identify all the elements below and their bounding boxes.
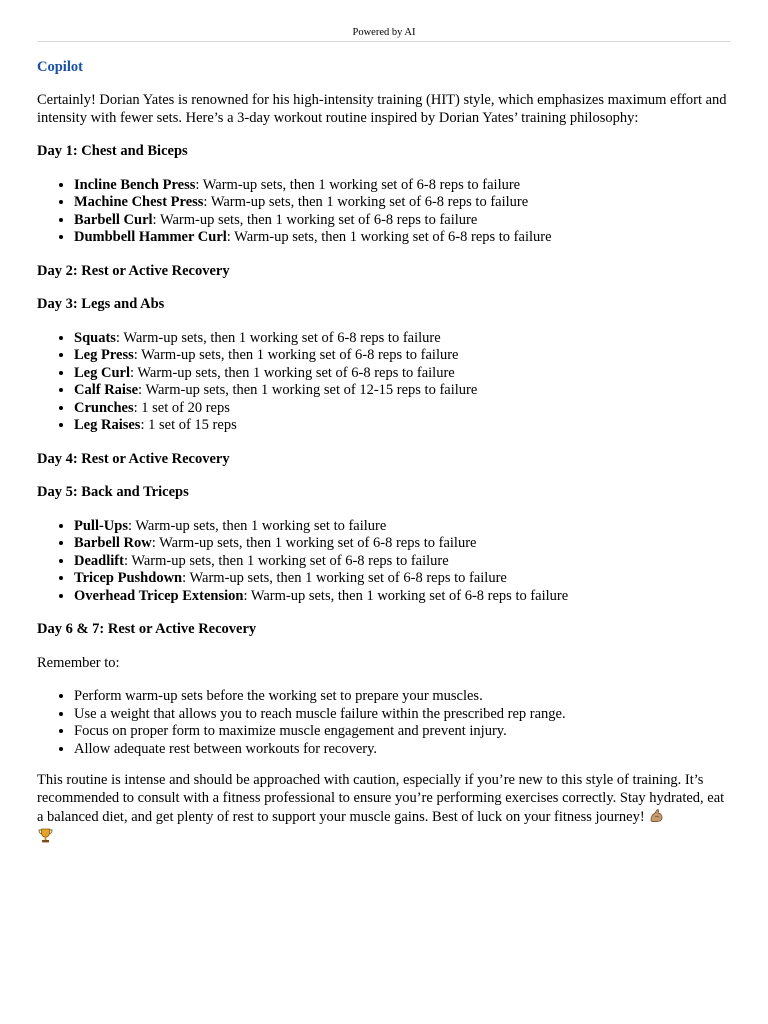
exercise-item <box>74 365 731 383</box>
remember-heading: Remember to: <box>37 654 120 671</box>
exercise-detail: : Warm-up sets, then 1 working set of 6-8 reps to failure <box>195 176 521 193</box>
exercise-name: Leg Press <box>74 347 134 363</box>
remember-list <box>37 688 731 758</box>
exercise-name: Pull-Ups <box>74 517 128 534</box>
exercise-detail: : Warm-up sets, then 1 working set of 12-15 reps to failure <box>138 382 478 398</box>
exercise-name: Deadlift <box>74 552 124 569</box>
exercise-name: Calf Raise <box>74 382 139 398</box>
exercise-item <box>74 553 731 571</box>
exercise-name: Machine Chest Press <box>74 194 204 210</box>
exercise-detail: : 1 set of 20 reps <box>133 399 230 416</box>
day-heading: Day 1: Chest and Biceps <box>37 143 188 159</box>
exercise-name: Squats <box>74 329 116 346</box>
exercise-item <box>74 347 731 365</box>
exercise-item <box>74 212 731 230</box>
exercise-detail: : Warm-up sets, then 1 working set of 6-8 reps to failure <box>203 194 529 210</box>
closing-text: This routine is intense and should be approached with caution, especially if you’re new to this style of training. It’s recommended to consult with a fitness professional to ensure you’re performing exercises correctly. Stay hydrated, eat a balanced diet, and get plenty of rest to support your muscle gains. Best of luck on your fitness journey! <box>37 772 725 825</box>
exercise-item <box>74 570 731 588</box>
exercise-item <box>74 417 731 435</box>
exercise-name: Leg Curl <box>74 364 130 381</box>
exercise-item <box>74 400 731 418</box>
exercise-name: Overhead Tricep Extension <box>74 587 244 604</box>
remember-item: • Allow adequate rest between workouts for recovery. <box>74 741 731 759</box>
exercise-detail: : Warm-up sets, then 1 working set to failure <box>128 517 387 534</box>
exercise-name: Barbell Curl <box>74 211 153 228</box>
exercise-detail: : Warm-up sets, then 1 working set of 6-8 reps to failure <box>133 347 459 363</box>
exercise-name: Dumbbell Hammer Curl <box>74 229 227 245</box>
exercise-item <box>74 588 731 606</box>
exercise-list <box>37 330 731 435</box>
exercise-item <box>74 177 731 195</box>
remember-item: • Use a weight that allows you to reach muscle failure within the prescribed rep range. <box>74 706 731 724</box>
exercise-name: Tricep Pushdown <box>74 570 183 586</box>
speaker-name: Copilot <box>37 59 83 75</box>
exercise-name: Barbell Row <box>74 535 152 551</box>
day-heading: Day 6 & 7: Rest or Active Recovery <box>37 621 257 637</box>
exercise-item <box>74 330 731 348</box>
exercise-detail: : Warm-up sets, then 1 working set of 6-8 reps to failure <box>129 364 455 381</box>
exercise-name: Incline Bench Press <box>74 176 196 193</box>
exercise-detail: : 1 set of 15 reps <box>140 417 237 433</box>
remember-item: • Focus on proper form to maximize muscle engagement and prevent injury. <box>74 723 731 741</box>
exercise-detail: : Warm-up sets, then 1 working set of 6-8 reps to failure <box>123 552 449 569</box>
exercise-list <box>37 518 731 606</box>
exercise-item <box>74 535 731 553</box>
intro-paragraph: Certainly! Dorian Yates is renowned for his high-intensity training (HIT) style, which emphasizes maximum effort and intensity with fewer sets. Here’s a 3-day workout routine inspired by Dorian Yates’ training philosophy: <box>37 92 727 126</box>
exercise-detail: : Warm-up sets, then 1 working set of 6-8 reps to failure <box>243 587 569 604</box>
day-heading: Day 3: Legs and Abs <box>37 296 165 312</box>
exercise-item <box>74 518 731 536</box>
workout-days <box>37 143 731 639</box>
exercise-detail: : Warm-up sets, then 1 working set of 6-8 reps to failure <box>115 329 441 346</box>
powered-by-banner: Powered by AI <box>37 0 731 42</box>
day-heading: Day 2: Rest or Active Recovery <box>37 262 230 279</box>
flexed-biceps-icon <box>648 807 665 824</box>
exercise-detail: : Warm-up sets, then 1 working set of 6-8 reps to failure <box>226 229 552 245</box>
exercise-item <box>74 194 731 212</box>
exercise-detail: : Warm-up sets, then 1 working set of 6-8 reps to failure <box>182 570 507 586</box>
trophy-icon <box>37 827 54 844</box>
day-heading: Day 4: Rest or Active Recovery <box>37 450 230 467</box>
exercise-name: Crunches <box>74 399 134 416</box>
exercise-item <box>74 382 731 400</box>
exercise-detail: : Warm-up sets, then 1 working set of 6-8 reps to failure <box>151 535 477 551</box>
exercise-list <box>37 177 731 247</box>
closing-paragraph <box>37 772 731 846</box>
exercise-name: Leg Raises <box>74 417 141 433</box>
remember-item: • Perform warm-up sets before the working set to prepare your muscles. <box>74 688 731 706</box>
exercise-detail: : Warm-up sets, then 1 working set of 6-8 reps to failure <box>152 211 478 228</box>
day-heading: Day 5: Back and Triceps <box>37 484 189 500</box>
exercise-item <box>74 229 731 247</box>
